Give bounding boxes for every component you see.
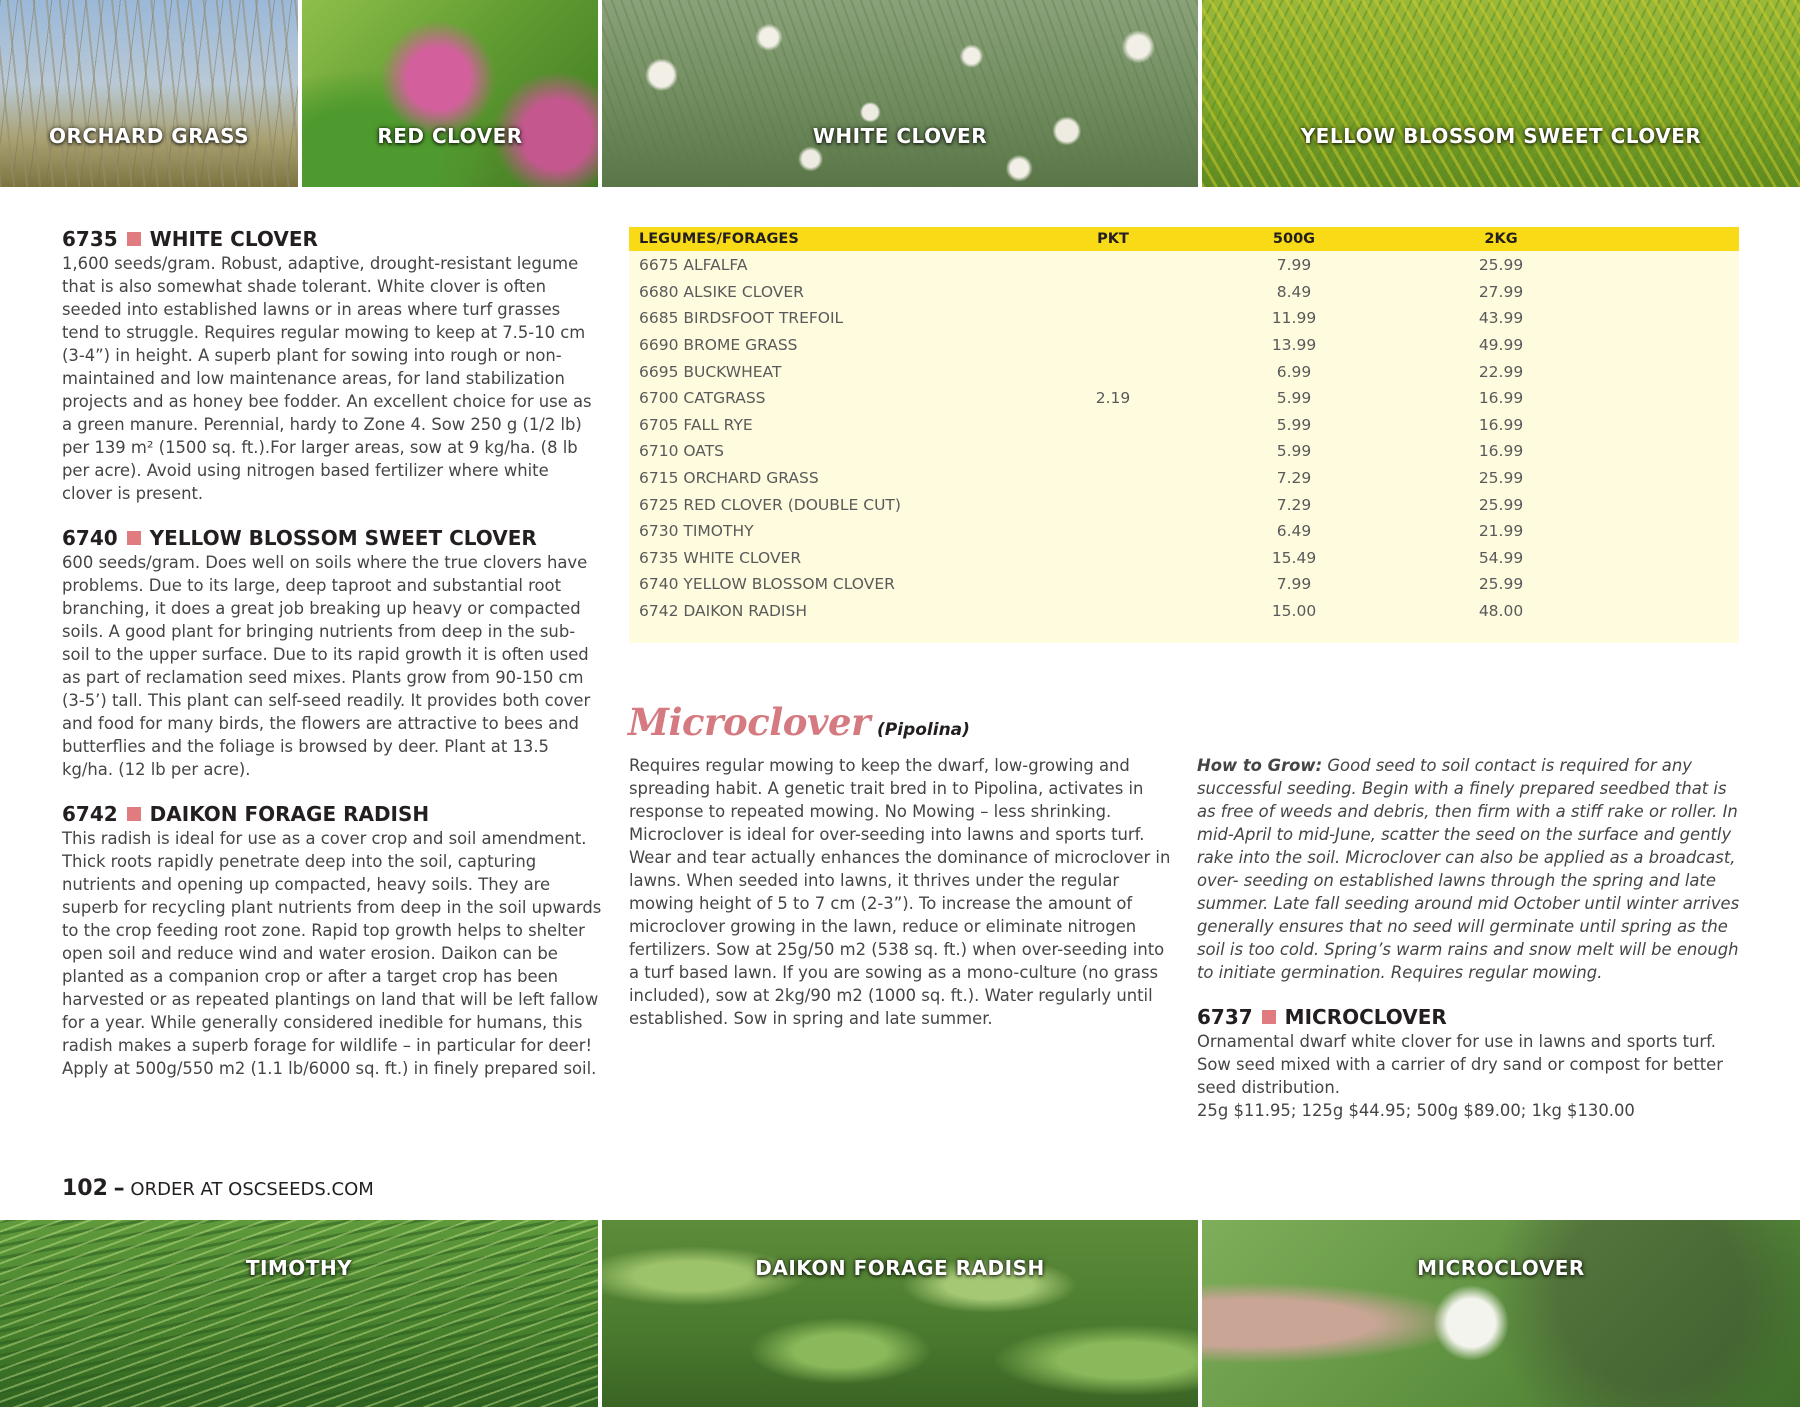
cell-500g: 7.29 <box>1276 495 1312 514</box>
photo-caption: MICROCLOVER <box>1417 1256 1585 1280</box>
cell-item: 6705 FALL RYE <box>639 415 753 434</box>
table-row <box>629 545 1739 572</box>
header-500g: 500G <box>1272 231 1316 247</box>
product-6742 <box>62 801 602 1080</box>
table-row <box>629 465 1739 492</box>
table-row <box>629 571 1739 598</box>
product-description: 600 seeds/gram. Does well on soils where the true clovers have problems. Due to its large, deep taproot and substantial root branching, it does a great job breaking up heavy or compacted soils. A good plant for bringing nutrients from deep in the sub-soil to the upper surface. Due to its rapid growth it is often used as part of reclamation seed mixes. Plants grow from 90-150 cm (3-5’) tall. This plant can self-seed readily. It provides both cover and food for many birds, the flowers are attractive to bees and butterflies and the foliage is browsed by deer. Plant at 13.5 kg/ha. (12 lb per acre). <box>62 553 591 779</box>
microclover-subtitle: (Pipolina) <box>877 720 970 740</box>
cell-500g: 15.00 <box>1271 602 1317 621</box>
product-heading <box>62 525 602 551</box>
product-description: This radish is ideal for use as a cover crop and soil amendment. Thick roots rapidly penetrate deep into the soil, capturing nutrients and opening up compacted, heavy soils. They are superb for recycling plant nutrients from deep in the soil upwards to the crop feeding root zone. Rapid top growth helps to shelter open soil and reduce wind and water erosion. Daikon can be planted as a companion crop or after a target crop has been harvested or as repeated plantings on land that will be left fallow for a year. While generally considered inedible for humans, this radish makes a superb forage for wildlife – in particular for deer! Apply at 500g/550 m2 (1.1 lb/6000 sq. ft.) in finely prepared soil. <box>62 829 602 1078</box>
cell-2kg: 21.99 <box>1478 522 1524 541</box>
table-row <box>629 332 1739 359</box>
cell-2kg: 27.99 <box>1478 282 1524 301</box>
table-row <box>629 598 1739 625</box>
table-row <box>629 279 1739 306</box>
product-prices: 25g $11.95; 125g $44.95; 500g $89.00; 1kg $130.00 <box>1197 1101 1635 1120</box>
cell-500g: 6.49 <box>1276 522 1312 541</box>
cell-item: 6715 ORCHARD GRASS <box>639 469 819 488</box>
cell-500g: 5.99 <box>1276 415 1312 434</box>
cell-2kg: 16.99 <box>1478 389 1524 408</box>
order-link[interactable]: ORDER AT OSCSEEDS.COM <box>130 1179 374 1200</box>
table-row <box>629 385 1739 412</box>
microclover-intro-text: Requires regular mowing to keep the dwarf, low-growing and spreading habit. A genetic trait bred in to Pipolina, activates in response to repeated mowing. No Mowing – less shrinking. Microclover is ideal for over-seeding into lawns and sports turf. Wear and tear actually enhances the dominance of microclover in lawns. When seeded into lawns, it thrives under the regular mowing height of 5 to 7 cm (2-3”). To increase the amount of microclover growing in the lawn, reduce or eliminate nitrogen fertilizers. Sow at 25g/50 m2 (538 sq. ft.) when over-seeding into a turf based lawn. If you are sowing as a mono-culture (no grass included), sow at 2kg/90 m2 (1000 sq. ft.). Water regularly until established. Sow in spring and late summer. <box>629 756 1171 1028</box>
product-heading <box>62 226 602 252</box>
cell-500g: 7.99 <box>1276 256 1312 275</box>
page-number: 102 <box>62 1176 108 1201</box>
cell-500g: 5.99 <box>1276 389 1312 408</box>
cell-500g: 15.49 <box>1271 548 1317 567</box>
microclover-details <box>1197 754 1745 1122</box>
table-row <box>629 252 1739 279</box>
cell-2kg: 54.99 <box>1478 548 1524 567</box>
table-row <box>629 412 1739 439</box>
table-row <box>629 438 1739 465</box>
microclover-photo <box>1202 1220 1800 1407</box>
cell-2kg: 49.99 <box>1478 336 1524 355</box>
cell-item: 6695 BUCKWHEAT <box>639 362 782 381</box>
cell-item: 6725 RED CLOVER (DOUBLE CUT) <box>639 495 901 514</box>
white-clover-photo <box>602 0 1198 187</box>
how-to-grow-label: How to Grow: <box>1197 756 1323 775</box>
page-footer <box>62 1176 374 1201</box>
price-table <box>629 227 1739 643</box>
cell-item: 6680 ALSIKE CLOVER <box>639 282 804 301</box>
photo-caption: TIMOTHY <box>245 1256 353 1280</box>
cell-500g: 7.29 <box>1276 469 1312 488</box>
product-description: 1,600 seeds/gram. Robust, adaptive, drought-resistant legume that is also somewhat shade tolerant. White clover is often seeded into established lawns or in areas where turf grasses tend to struggle. Requires regular mowing to keep at 7.5-10 cm (3-4”) in height. A superb plant for sowing into rough or non-maintained and low maintenance areas, for land stabilization projects and as honey bee fodder. An excellent choice for use as a green manure. Perennial, hardy to Zone 4. Sow 250 g (1/2 lb) per 139 m² (1500 sq. ft.).For larger areas, sow at 9 kg/ha. (8 lb per acre). Avoid using nitrogen based fertilizer where white clover is present. <box>62 254 592 503</box>
table-row <box>629 305 1739 332</box>
cell-2kg: 25.99 <box>1478 575 1524 594</box>
cell-2kg: 25.99 <box>1478 495 1524 514</box>
product-description: Ornamental dwarf white clover for use in lawns and sports turf. Sow seed mixed with a carrier of dry sand or compost for better seed distribution. <box>1197 1032 1724 1097</box>
timothy-photo <box>0 1220 598 1407</box>
product-name: MICROCLOVER <box>1284 1005 1447 1029</box>
product-code: 6735 <box>62 227 118 251</box>
cell-500g: 11.99 <box>1271 309 1317 328</box>
table-row <box>629 491 1739 518</box>
orchard-grass-photo <box>0 0 298 187</box>
cell-500g: 5.99 <box>1276 442 1312 461</box>
footer-separator: – <box>113 1176 125 1201</box>
cell-2kg: 43.99 <box>1478 309 1524 328</box>
microclover-title <box>628 700 970 744</box>
product-name: WHITE CLOVER <box>149 227 318 251</box>
header-2kg: 2KG <box>1484 231 1518 247</box>
product-code: 6737 <box>1197 1005 1253 1029</box>
header-legumes-forages: LEGUMES/FORAGES <box>639 231 799 247</box>
cell-2kg: 16.99 <box>1478 415 1524 434</box>
photo-caption: ORCHARD GRASS <box>49 124 249 148</box>
cell-item: 6710 OATS <box>639 442 725 461</box>
table-body <box>629 251 1739 624</box>
product-code: 6742 <box>62 802 118 826</box>
photo-caption: DAIKON FORAGE RADISH <box>755 1256 1045 1280</box>
product-descriptions <box>62 226 602 1100</box>
cell-item: 6730 TIMOTHY <box>639 522 754 541</box>
red-clover-photo <box>302 0 598 187</box>
table-header-row <box>629 227 1739 251</box>
photo-caption: RED CLOVER <box>377 124 523 148</box>
photo-caption: YELLOW BLOSSOM SWEET CLOVER <box>1300 124 1702 148</box>
cell-2kg: 25.99 <box>1478 469 1524 488</box>
table-row <box>629 518 1739 545</box>
cell-item: 6735 WHITE CLOVER <box>639 548 802 567</box>
cell-500g: 8.49 <box>1276 282 1312 301</box>
cell-item: 6740 YELLOW BLOSSOM CLOVER <box>639 575 895 594</box>
daikon-forage-radish-photo <box>602 1220 1198 1407</box>
product-code: 6740 <box>62 526 118 550</box>
cell-pkt: 2.19 <box>1095 389 1131 408</box>
cell-500g: 13.99 <box>1271 336 1317 355</box>
cell-500g: 6.99 <box>1276 362 1312 381</box>
square-bullet-icon <box>127 232 141 246</box>
product-6740 <box>62 525 602 781</box>
table-row <box>629 358 1739 385</box>
product-name: YELLOW BLOSSOM SWEET CLOVER <box>149 526 537 550</box>
how-to-grow <box>1197 754 1745 984</box>
cell-2kg: 48.00 <box>1478 602 1524 621</box>
cell-2kg: 22.99 <box>1478 362 1524 381</box>
cell-item: 6690 BROME GRASS <box>639 336 798 355</box>
product-6735 <box>62 226 602 505</box>
header-pkt: PKT <box>1097 231 1129 247</box>
square-bullet-icon <box>127 807 141 821</box>
yellow-blossom-sweet-clover-photo <box>1202 0 1800 187</box>
cell-item: 6700 CATGRASS <box>639 389 766 408</box>
cell-item: 6742 DAIKON RADISH <box>639 602 807 621</box>
photo-caption: WHITE CLOVER <box>812 124 988 148</box>
cell-item: 6675 ALFALFA <box>639 256 748 275</box>
cell-2kg: 25.99 <box>1478 256 1524 275</box>
microclover-heading: Microclover <box>628 700 871 744</box>
cell-item: 6685 BIRDSFOOT TREFOIL <box>639 309 844 328</box>
cell-2kg: 16.99 <box>1478 442 1524 461</box>
how-to-grow-text: Good seed to soil contact is required for any successful seeding. Begin with a finely prepared seedbed that is as free of weeds and debris, then firm with a stiff rake or roller. In mid-April to mid-June, scatter the seed on the surface and gently rake into the soil. Microclover can also be applied as a broadcast, over- seeding on established lawns through the spring and late summer. Late fall seeding around mid October until winter arrives generally ensures that no seed will germinate until spring as the soil is too cold. Spring’s warm rains and snow melt will be enough to initiate germination. Requires regular mowing. <box>1197 756 1740 982</box>
product-heading <box>62 801 602 827</box>
product-heading <box>1197 1004 1745 1030</box>
square-bullet-icon <box>127 531 141 545</box>
product-name: DAIKON FORAGE RADISH <box>149 802 430 826</box>
cell-500g: 7.99 <box>1276 575 1312 594</box>
square-bullet-icon <box>1262 1010 1276 1024</box>
microclover-intro <box>629 754 1177 1030</box>
